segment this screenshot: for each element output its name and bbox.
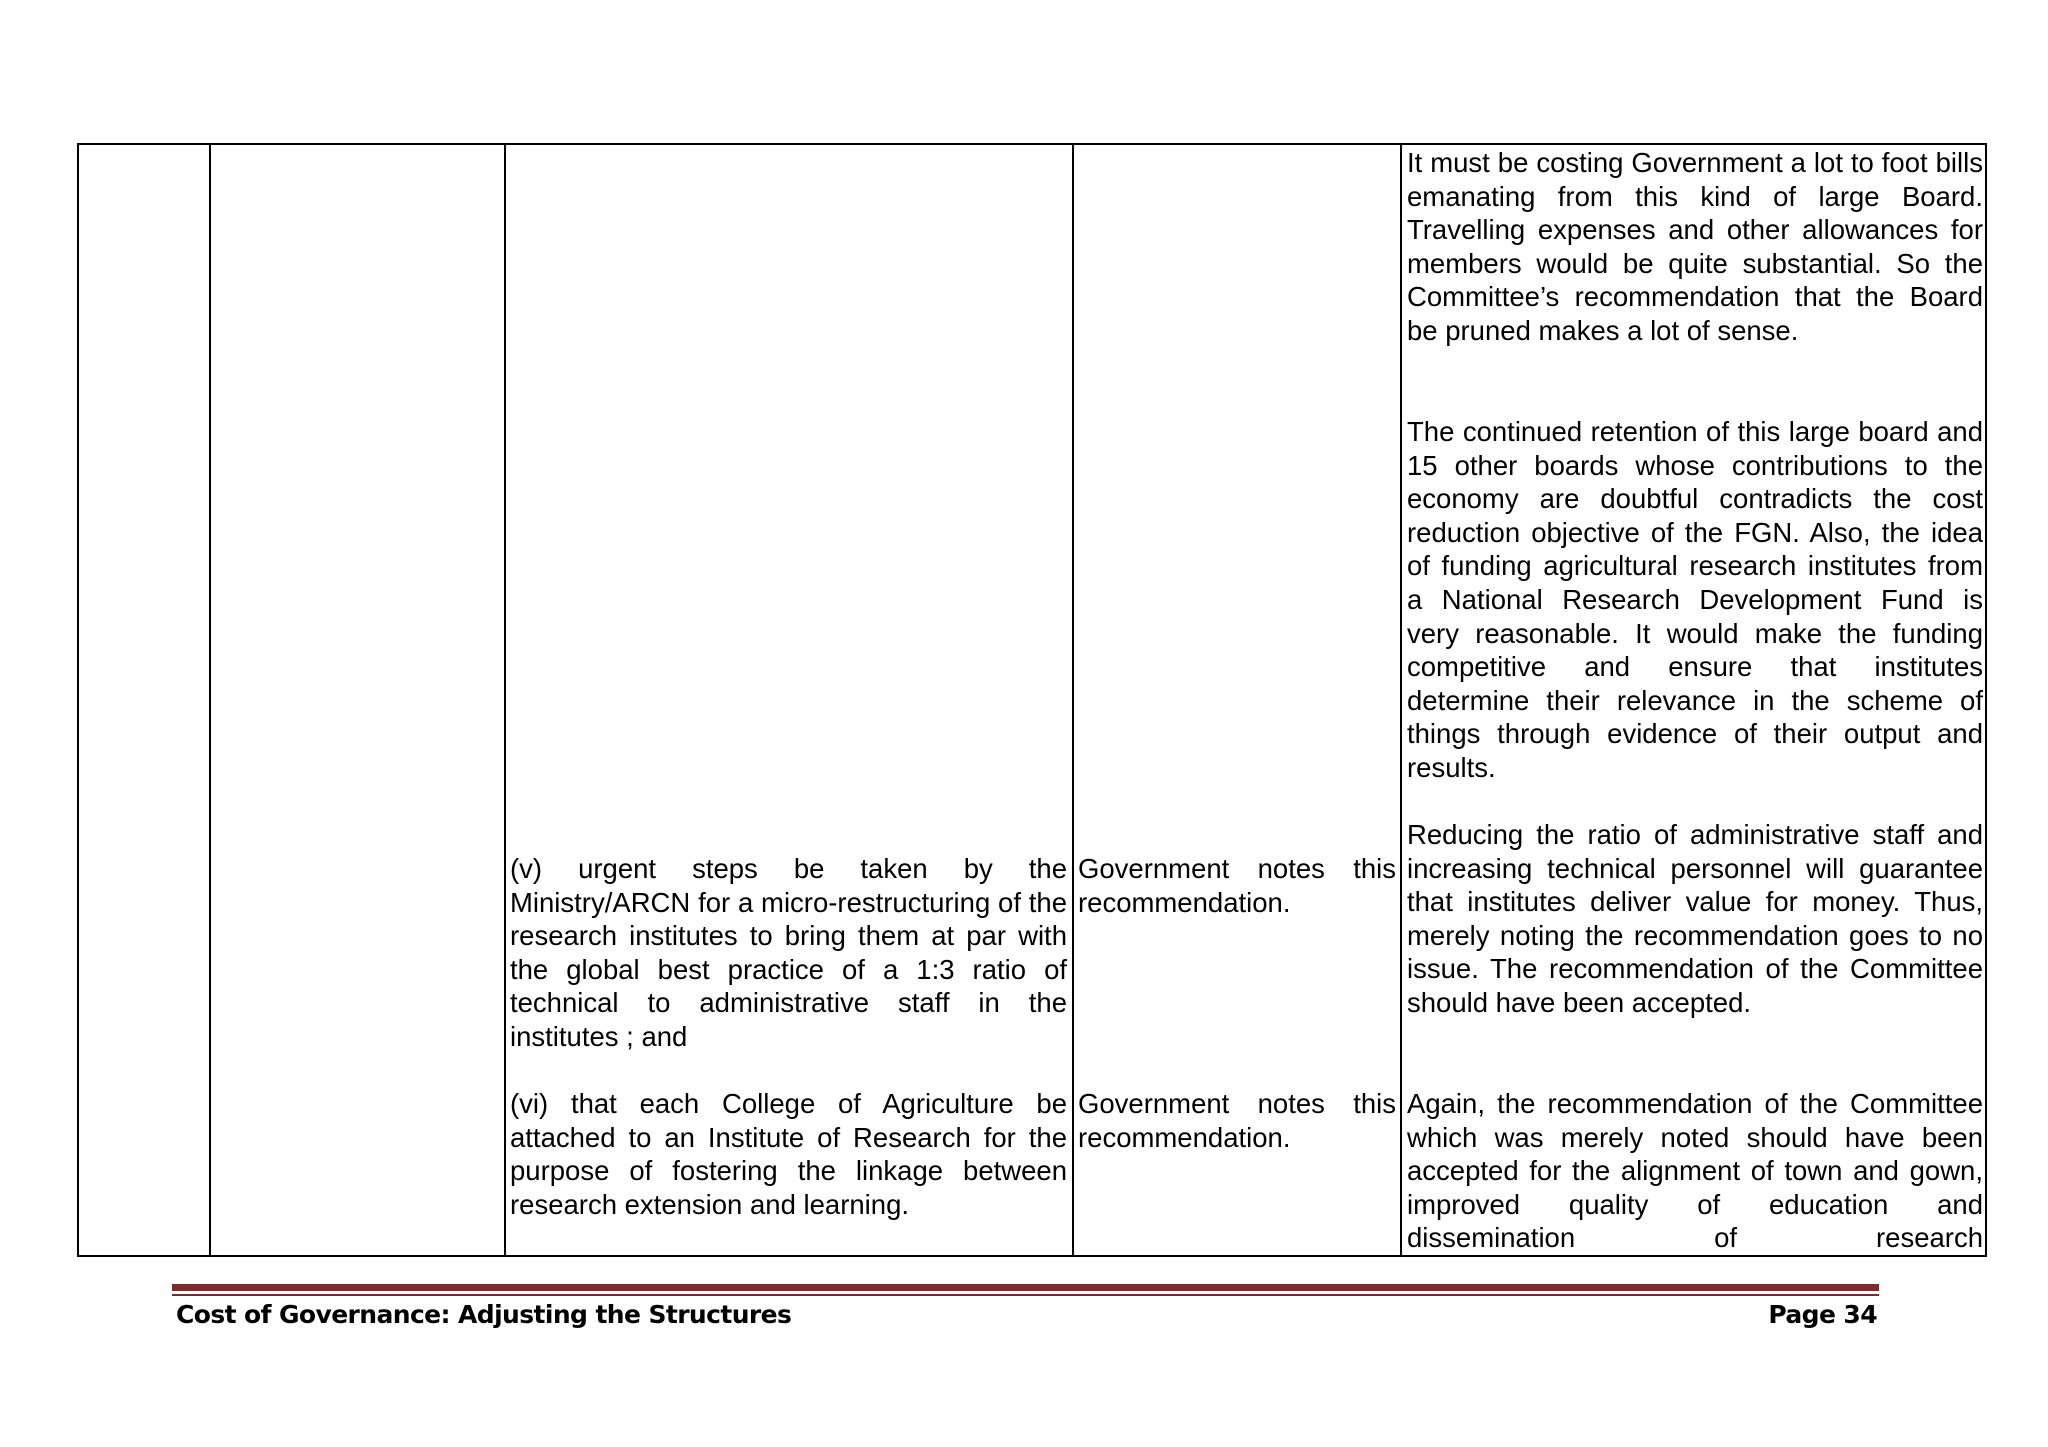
column-divider [209, 145, 211, 1255]
government-response-vi: Government notes this recommendation. [1078, 1088, 1396, 1153]
recommendation-v: (v) urgent steps be taken by the Ministry/ARCN for a micro-restructuring of the research institutes to bring them at par with the global best practice of a 1:3 ratio of technical to administrative staff in the institutes ; and [510, 853, 1067, 1052]
column-divider [504, 145, 506, 1255]
document-table [77, 143, 1987, 1257]
footer-rule [172, 1284, 1879, 1291]
footer-title: Cost of Governance: Adjusting the Structures [176, 1300, 792, 1329]
page-number: Page 34 [1768, 1300, 1877, 1329]
government-response-v: Government notes this recommendation. [1078, 853, 1396, 918]
comment-paragraph-2: The continued retention of this large board and 15 other boards whose contributions to the economy are doubtful contradicts the cost reduction objective of the FGN. Also, the idea of funding agricultural research institutes from a National Research Development Fund is very reasonable. It would make the funding competitive and ensure that institutes determine their relevance in the scheme of things through evidence of their output and results. [1407, 416, 1983, 783]
comment-paragraph-1: It must be costing Government a lot to foot bills emanating from this kind of large Board. Travelling expenses and other allowances for members would be quite substantial. So the Committee’s recommendation that the Board be pruned makes a lot of sense. [1407, 147, 1983, 346]
column-divider [1400, 145, 1402, 1255]
column-divider [1072, 145, 1074, 1255]
footer-rule-thin [172, 1294, 1879, 1296]
comment-paragraph-3: Reducing the ratio of administrative staff and increasing technical personnel will guarantee that institutes deliver value for money. Thus, merely noting the recommendation goes to no issue. The recommendation of the Committee should have been accepted. [1407, 819, 1983, 1018]
comment-paragraph-4: Again, the recommendation of the Committee which was merely noted should have been accepted for the alignment of town and gown, improved quality of education and dissemination of research [1407, 1088, 1983, 1254]
recommendation-vi: (vi) that each College of Agriculture be attached to an Institute of Research for the purpose of fostering the linkage between research extension and learning. [510, 1088, 1067, 1220]
